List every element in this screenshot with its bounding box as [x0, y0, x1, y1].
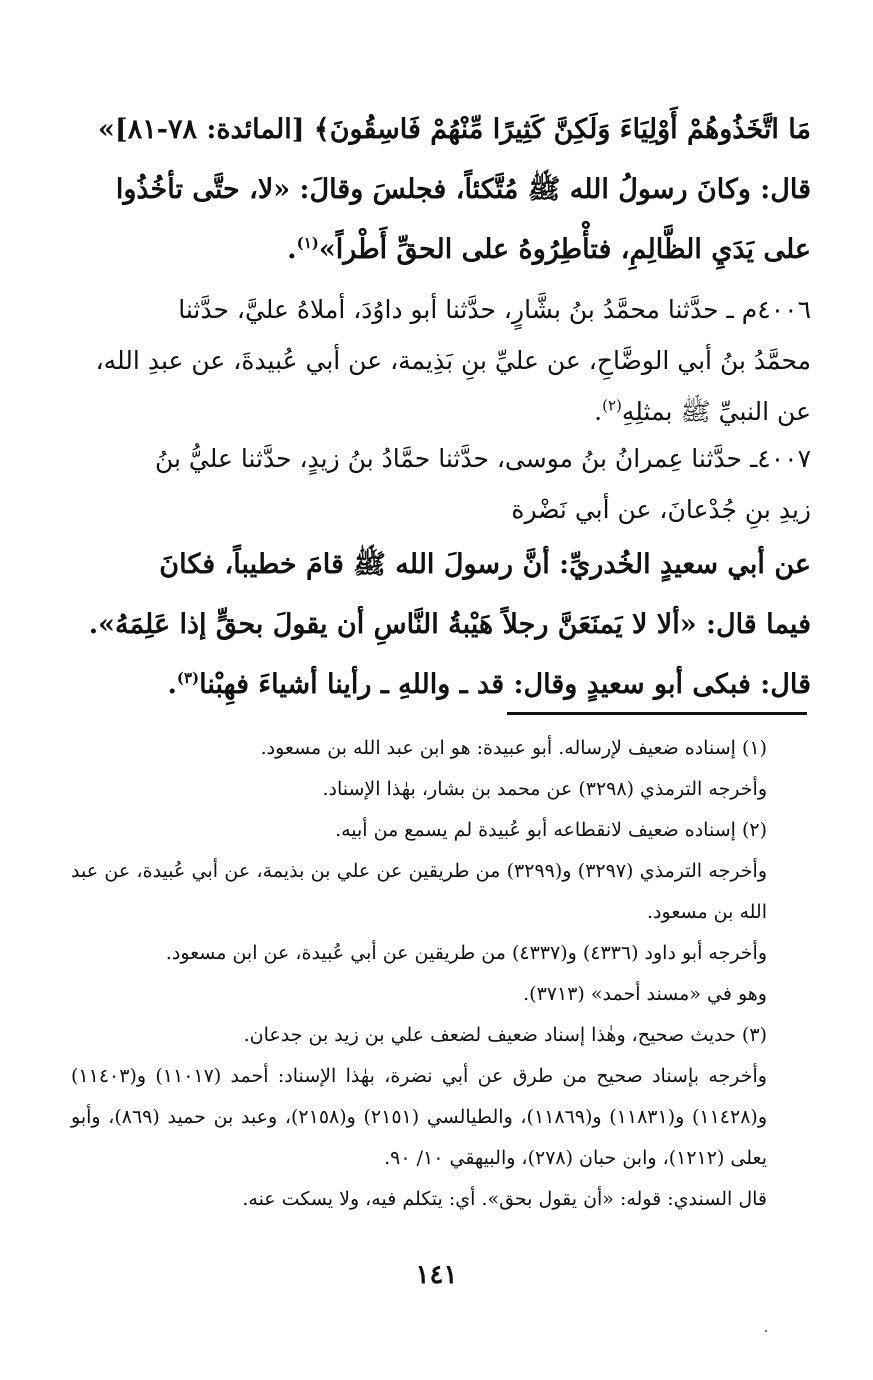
text-line: ٤٠٠٦م ـ حدَّثنا محمَّدُ بنُ بشَّارٍ، حدَّثنا أبو داوُدَ، أملاهُ عليَّ، حدَّثنا	[178, 295, 811, 324]
text-line: فيما قال: «ألا لا يَمنَعَنَّ رجلاً هَيْبةُ النَّاسِ أن يقولَ بحقٍّ إذا عَلِمَهُ».	[88, 609, 811, 640]
text-line	[71, 386, 811, 437]
footnote-text: قال السندي: قوله: «أن يقول بحق». أي: يتكلم فيه، ولا يسكت عنه.	[242, 1188, 767, 1210]
punctuation: .	[594, 397, 603, 426]
text-segment: على يَدَيِ الظَّالِمِ، فتأْطِرُوهُ على الحقِّ أَطْراً»	[318, 234, 811, 265]
text-line: مَا اتَّخَذُوهُمْ أَوْلِيَاءَ وَلَكِنَّ كَثِيرًا مِّنْهُمْ فَاسِقُونَ﴾ [المائدة: ٧٨-٨١]»	[98, 114, 811, 145]
text-line: قال: وكانَ رسولُ الله ﷺ مُتَّكئاً، فجلسَ وقالَ: «لا، حتَّى تأخُذُوا	[115, 174, 811, 205]
page-number: ١٤١	[415, 1260, 458, 1290]
text-segment: قال: فبكى أبو سعيدٍ وقال: قد ـ واللهِ ـ رأينا أشياءَ فهِبْنا	[199, 669, 811, 700]
footnote-text: وأخرجه أبو داود (٤٣٣٦) و(٤٣٣٧) من طريقين عن أبي عُبيدة، عن ابن مسعود.	[165, 942, 767, 964]
footnote-1: (١) إسناده ضعيف لإرساله. أبو عبيدة: هو ابن عبد الله بن مسعود.	[260, 737, 767, 759]
hadith-continuation	[71, 100, 811, 280]
text-line: محمَّدُ بنُ أبي الوضَّاحِ، عن عليِّ بنِ بَذِيمة، عن أبي عُبيدةَ، عن عبدِ الله،	[95, 346, 811, 375]
footnote-ref: (٢)	[602, 396, 622, 415]
text-line	[71, 655, 811, 715]
footnote-text: وأخرجه بإسناد صحيح من طرق عن أبي نضرة، بهٰذا الإسناد: أحمد (١١٠١٧) و(١١٤٠٣) و(١١٤٢٨) و(١١٨٣١) و(١١٨٦٩)، والطيالسي (٢١٥١) و(٢١٥٨)، وعبد بن حميد (٨٦٩)، وأبو يعلى (١٢١٢)، وابن حبان (٢٧٨)، والبيهقي ١٠/ ٩٠.	[71, 1065, 767, 1169]
footnote-text: وأخرجه الترمذي (٣٢٩٨) عن محمد بن بشار، بهٰذا الإسناد.	[322, 778, 767, 800]
footnote-ref: (٣)	[176, 669, 200, 687]
footnote-ref: (١)	[296, 234, 319, 252]
punctuation: .	[167, 669, 177, 700]
hadith-4007-isnad	[71, 433, 811, 535]
footnotes-section	[71, 728, 811, 1220]
text-line: عن أبي سعيدٍ الخُدريِّ: أنَّ رسولَ الله ﷺ قامَ خطيباً، فكانَ	[159, 549, 811, 580]
text-line	[71, 220, 811, 280]
text-line: زيدِ بنِ جُدْعانَ، عن أبي نَضْرة	[511, 495, 811, 524]
footnote-divider	[507, 712, 807, 715]
punctuation: .	[287, 234, 297, 265]
scan-speck	[765, 1330, 767, 1332]
footnote-text: وأخرجه الترمذي (٣٢٩٧) و(٣٢٩٩) من طريقين عن علي بن بذيمة، عن أبي عُبيدة، عن عبد الله بن مسعود.	[71, 860, 768, 923]
text-segment: عن النبيِّ ﷺ بمثلِهِ	[621, 397, 811, 426]
hadith-4007-matn	[71, 535, 811, 715]
footnote-2: (٢) إسناده ضعيف لانقطاعه أبو عُبيدة لم يسمع من أبيه.	[335, 819, 767, 841]
footnote-text: وهو في «مسند أحمد» (٣٧١٣).	[523, 983, 767, 1005]
hadith-4006m	[71, 284, 811, 437]
footnote-3: (٣) حديث صحيح، وهٰذا إسناد ضعيف لضعف علي بن زيد بن جدعان.	[243, 1024, 767, 1046]
text-line: ٤٠٠٧ـ حدَّثنا عِمرانُ بنُ موسى، حدَّثنا حمَّادُ بنُ زيدٍ، حدَّثنا عليُّ بنُ	[154, 444, 811, 473]
